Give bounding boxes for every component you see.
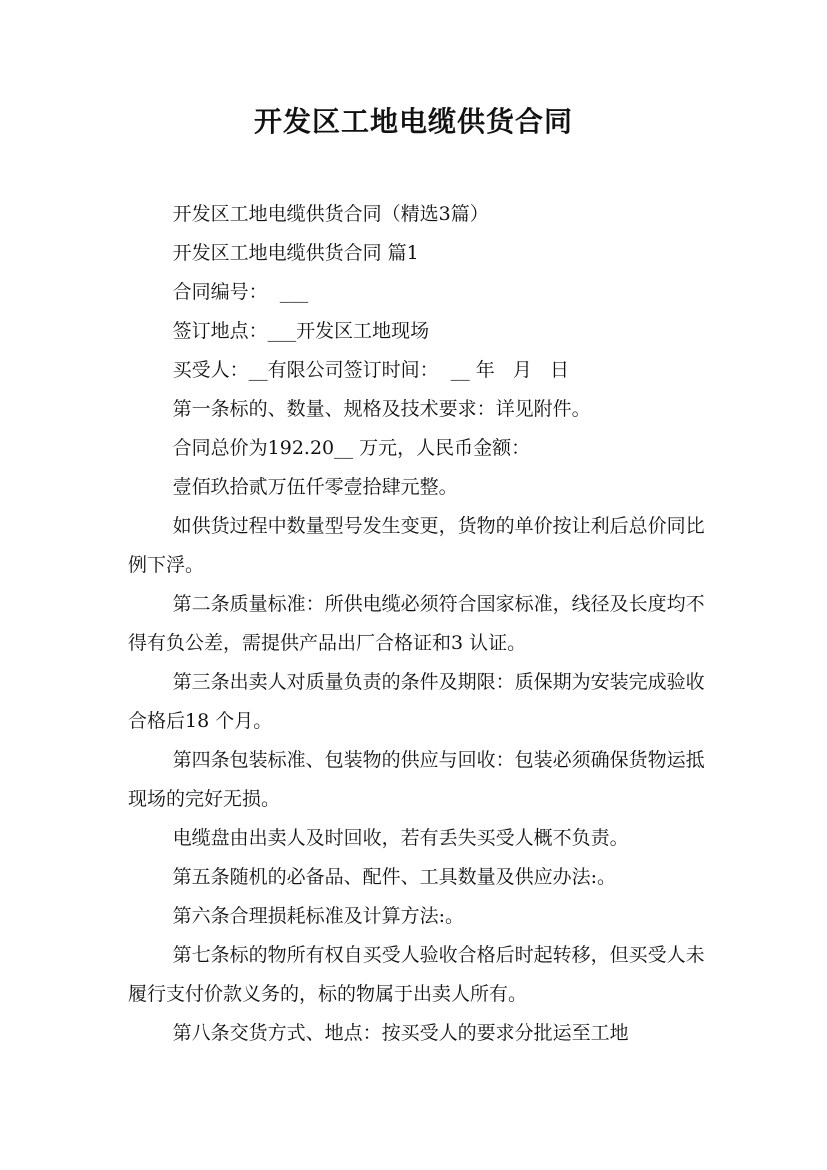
paragraph-article-4: 第四条包装标准、包装物的供应与回收：包装必须确保货物运抵现场的完好无损。 xyxy=(128,749,705,810)
paragraph-signing-place: 签订地点：___开发区工地现场 xyxy=(172,320,430,342)
document-body xyxy=(128,195,718,1053)
paragraph-article-8: 第八条交货方式、地点：按买受人的要求分批运至工地 xyxy=(172,1022,629,1044)
paragraph-amount-in-words: 壹佰玖拾贰万伍仟零壹拾肆元整。 xyxy=(172,476,458,498)
paragraph-contract-number: 合同编号： ___ xyxy=(172,281,309,303)
paragraph-article-1: 第一条标的、数量、规格及技术要求：详见附件。 xyxy=(172,398,591,420)
paragraph-section-heading: 开发区工地电缆供货合同 篇1 xyxy=(172,242,419,264)
paragraph-price-adjustment: 如供货过程中数量型号发生变更，货物的单价按让利后总价同比例下浮。 xyxy=(128,515,705,576)
paragraph-total-price: 合同总价为192.20__ 万元，人民币金额： xyxy=(172,437,531,459)
paragraph-article-6: 第六条合理损耗标准及计算方法:。 xyxy=(172,905,465,927)
document-title: 开发区工地电缆供货合同 xyxy=(253,105,573,138)
paragraph-subtitle: 开发区工地电缆供货合同（精选3篇） xyxy=(172,203,489,225)
paragraph-article-5: 第五条随机的必备品、配件、工具数量及供应办法:。 xyxy=(172,866,617,888)
paragraph-cable-reel: 电缆盘由出卖人及时回收，若有丢失买受人概不负责。 xyxy=(172,827,629,849)
paragraph-article-3: 第三条出卖人对质量负责的条件及期限：质保期为安装完成验收合格后18 个月。 xyxy=(128,671,705,732)
paragraph-article-2: 第二条质量标准：所供电缆必须符合国家标准，线径及长度均不得有负公差，需提供产品出厂合格证和3 认证。 xyxy=(128,593,705,654)
paragraph-article-7: 第七条标的物所有权自买受人验收合格后时起转移，但买受人未履行支付价款义务的，标的物属于出卖人所有。 xyxy=(128,944,705,1005)
paragraph-buyer-signing-time: 买受人：__有限公司签订时间： __ 年 月 日 xyxy=(172,359,569,381)
